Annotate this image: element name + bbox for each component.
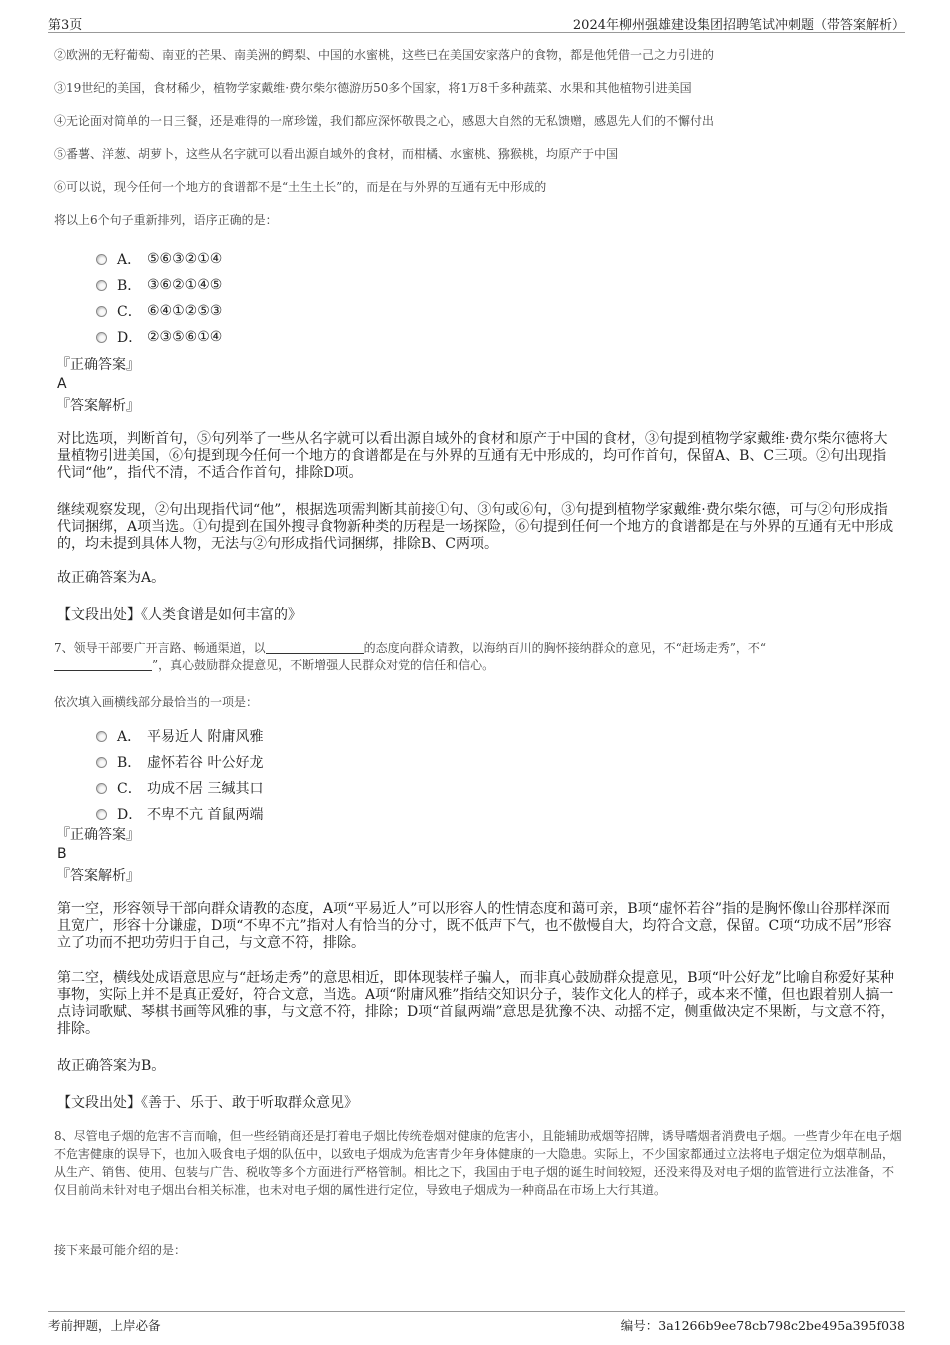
option-letter: D． — [117, 330, 143, 346]
radio-icon[interactable] — [96, 783, 107, 794]
q7-stem — [54, 640, 904, 674]
page-footer — [48, 1311, 905, 1336]
q6-sentences — [54, 46, 904, 244]
option-text: 虚怀若谷 叶公好龙 — [147, 755, 264, 771]
blank-2[interactable] — [54, 658, 152, 671]
q7-stem-part2: 的态度向群众请教，以海纳百川的胸怀接纳群众的意见，不“赶场走秀”，不“ — [363, 641, 767, 655]
q6-answer-label: 『正确答案』 — [56, 357, 140, 373]
document-id: 编号：3a1266b9ee78cb798c2be495a395f038 — [620, 1318, 905, 1333]
q7-prompt: 依次填入画横线部分最恰当的一项是： — [54, 695, 259, 709]
q7-conclusion: 故正确答案为B。 — [57, 1058, 166, 1074]
q7-stem-part1: 7、领导干部要广开言路、畅通渠道，以 — [54, 641, 266, 655]
q8-stem-wrap — [54, 1127, 904, 1199]
option-text: 不卑不亢 首鼠两端 — [147, 807, 264, 823]
option-text: ②③⑤⑥①④ — [147, 329, 223, 345]
option-text: ⑤⑥③②①④ — [147, 251, 223, 267]
option-letter: D． — [117, 807, 143, 823]
q6-analysis-label: 『答案解析』 — [56, 398, 140, 414]
q7-answer-label: 『正确答案』 — [56, 827, 140, 843]
blank-1[interactable] — [266, 641, 364, 654]
sentence-2: ②欧洲的无籽葡萄、南亚的芒果、南美洲的鳄梨、中国的水蜜桃，这些已在美国安家落户的食物，都是他凭借一己之力引进的 — [54, 48, 715, 62]
q7-prompt-wrap — [54, 693, 904, 711]
option-letter: B． — [117, 278, 142, 294]
page-header — [48, 12, 905, 33]
radio-icon[interactable] — [96, 254, 107, 265]
option-text: 功成不居 三缄其口 — [147, 781, 264, 797]
q7-option-c[interactable] — [96, 775, 263, 801]
option-letter: A． — [117, 729, 142, 745]
radio-icon[interactable] — [96, 332, 107, 343]
option-text: ⑥④①②⑤③ — [147, 303, 223, 319]
document-title: 2024年柳州强雄建设集团招聘笔试冲刺题（带答案解析） — [572, 18, 905, 33]
q7-option-a[interactable] — [96, 723, 263, 749]
q7-analysis-para-2: 第二空，横线处成语意思应与“赶场走秀”的意思相近，即体现装样子骗人，而非真心鼓励群众提意见，B项“叶公好龙”比喻自称爱好某种事物，实际上并不是真正爱好，符合文意，当选。A项“附庸风雅”指结交知识分子，装作文化人的样子，或本来不懂，但也跟着别人搞一点诗词歌赋、琴棋书画等风雅的事，与文意不符，排除；D项“首鼠两端”意思是犹豫不决、动摇不定，侧重做决定不果断，与文意不符，排除。 — [57, 970, 895, 1037]
q6-conclusion: 故正确答案为A。 — [57, 570, 166, 586]
option-text: ③⑥②①④⑤ — [147, 277, 223, 293]
q6-prompt: 将以上6个句子重新排列，语序正确的是： — [54, 213, 278, 227]
option-letter: A． — [117, 252, 142, 268]
radio-icon[interactable] — [96, 757, 107, 768]
q7-options — [96, 723, 263, 827]
q8-prompt-wrap — [54, 1241, 904, 1259]
sentence-4: ④无论面对简单的一日三餐，还是难得的一席珍馐，我们都应深怀敬畏之心，感恩大自然的无私馈赠，感恩先人们的不懈付出 — [54, 114, 715, 128]
q7-analysis-label: 『答案解析』 — [56, 868, 140, 884]
q6-answer: A — [57, 376, 67, 392]
q6-source: 【文段出处】《人类食谱是如何丰富的》 — [57, 607, 302, 623]
q6-option-c[interactable] — [96, 298, 222, 324]
q6-options — [96, 246, 222, 350]
option-letter: C． — [117, 781, 142, 797]
radio-icon[interactable] — [96, 306, 107, 317]
q7-answer: B — [57, 846, 67, 862]
option-letter: C． — [117, 304, 142, 320]
q7-analysis-para-1: 第一空，形容领导干部向群众请教的态度，A项“平易近人”可以形容人的性情态度和蔼可亲，B项“虚怀若谷”指的是胸怀像山谷那样深而且宽广，形容十分谦虚，D项“不卑不亢”指对人有恰当的分寸，既不低声下气，也不傲慢自大，均符合文意，保留。C项“功成不居”形容立了功而不把功劳归于自己，与文意不符，排除。 — [57, 901, 892, 951]
radio-icon[interactable] — [96, 809, 107, 820]
option-text: 平易近人 附庸风雅 — [147, 729, 264, 745]
sentence-6: ⑥可以说，现今任何一个地方的食谱都不是“土生土长”的，而是在与外界的互通有无中形成的 — [54, 180, 547, 194]
sentence-5: ⑤番薯、洋葱、胡萝卜，这些从名字就可以看出源自域外的食材，而柑橘、水蜜桃、猕猴桃，均原产于中国 — [54, 147, 619, 161]
radio-icon[interactable] — [96, 731, 107, 742]
q6-option-a[interactable] — [96, 246, 222, 272]
q8-prompt: 接下来最可能介绍的是： — [54, 1243, 187, 1257]
q7-option-d[interactable] — [96, 801, 263, 827]
page-number: 第3页 — [48, 18, 83, 33]
q7-option-b[interactable] — [96, 749, 263, 775]
q6-option-d[interactable] — [96, 324, 222, 350]
q7-stem-part3: ”，真心鼓励群众提意见，不断增强人民群众对党的信任和信心。 — [152, 658, 495, 672]
q6-analysis-para-2: 继续观察发现，②句出现指代词“他”，根据选项需判断其前接①句、③句或⑥句，③句提到植物学家戴维·费尔柴尔德，可与②句形成指代词捆绑，A项当选。①句提到在国外搜寻食物新种类的历程是一场探险，⑥句提到任何一个地方的食谱都是在与外界的互通有无中形成的，均未提到具体人物，无法与②句形成指代词捆绑，排除B、C两项。 — [57, 502, 894, 552]
option-letter: B． — [117, 755, 142, 771]
sentence-3: ③19世纪的美国，食材稀少，植物学家戴维·费尔柴尔德游历50多个国家，将1万8千多种蔬菜、水果和其他植物引进美国 — [54, 81, 692, 95]
q8-stem: 8、尽管电子烟的危害不言而喻，但一些经销商还是打着电子烟比传统卷烟对健康的危害小，且能辅助戒烟等招牌，诱导嗜烟者消费电子烟。一些青少年在电子烟不危害健康的误导下，也加入吸食电子烟的队伍中，以致电子烟成为危害青少年身体健康的一大隐患。实际上，不少国家都通过立法将电子烟定位为烟草制品，从生产、销售、使用、包装与广告、税收等多个方面进行严格管制。相比之下，我国由于电子烟的诞生时间较短，还没来得及对电子烟的监管进行立法准备，不仅目前尚未针对电子烟出台相关标准，也未对电子烟的属性进行定位，导致电子烟成为一种商品在市场上大行其道。 — [54, 1129, 902, 1197]
radio-icon[interactable] — [96, 280, 107, 291]
q6-analysis-para-1: 对比选项，判断首句，⑤句列举了一些从名字就可以看出源自域外的食材和原产于中国的食材，③句提到植物学家戴维·费尔柴尔德将大量植物引进美国，⑥句提到现今任何一个地方的食谱都是在与外界的互通有无中形成的，均可作首句，保留A、B、C三项。②句出现指代词“他”，指代不清，不适合作首句，排除D项。 — [57, 431, 888, 481]
q6-option-b[interactable] — [96, 272, 222, 298]
q7-source: 【文段出处】《善于、乐于、敢于听取群众意见》 — [57, 1095, 358, 1111]
footer-slogan: 考前押题，上岸必备 — [48, 1318, 161, 1333]
